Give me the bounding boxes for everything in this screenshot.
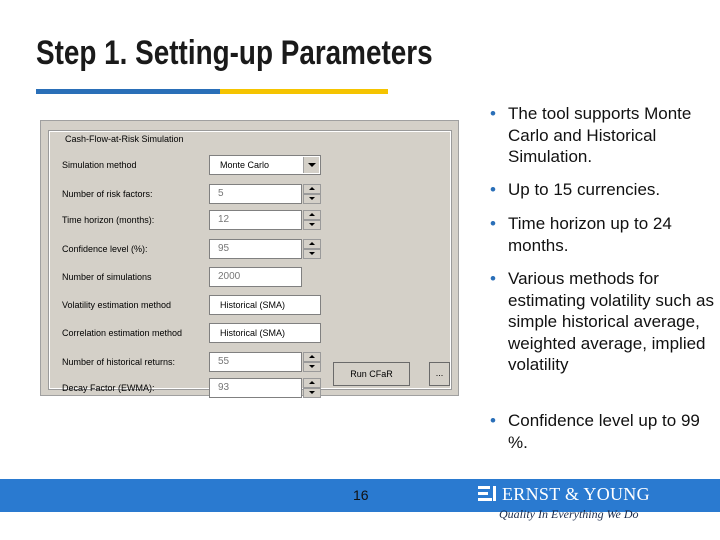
page-number: 16 [353,487,369,503]
time-horizon-input[interactable]: 12 [209,210,302,230]
group-title: Cash-Flow-at-Risk Simulation [62,134,187,144]
arrow-up-icon[interactable] [303,378,321,388]
bullet-item [490,213,715,256]
decay-factor-spinner[interactable] [303,378,321,398]
tagline: Quality In Everything We Do [499,507,639,521]
label-time-horizon: Time horizon (months): [62,215,155,225]
bullet-dot-icon: • [490,214,496,233]
bullet-item [490,410,715,453]
label-confidence-level: Confidence level (%): [62,244,148,254]
arrow-up-icon[interactable] [303,210,321,220]
title-underline-blue [36,89,220,94]
risk-factors-spinner[interactable] [303,184,321,204]
arrow-down-icon[interactable] [303,194,321,204]
bullet-text: The tool supports Monte Carlo and Historical Simulation. [508,104,692,166]
bullet-dot-icon: • [490,411,496,430]
confidence-level-spinner[interactable] [303,239,321,259]
simulations-input[interactable]: 2000 [209,267,302,287]
settings-group [49,131,451,393]
arrow-down-icon[interactable] [303,220,321,230]
arrow-down-icon[interactable] [303,362,321,372]
label-historical-returns: Number of historical returns: [62,357,176,367]
confidence-level-input[interactable]: 95 [209,239,302,259]
arrow-up-icon[interactable] [303,352,321,362]
bullet-item [490,179,715,201]
label-decay-factor: Decay Factor (EWMA): [62,383,155,393]
label-risk-factors: Number of risk factors: [62,189,153,199]
risk-factors-input[interactable]: 5 [209,184,302,204]
label-correlation-method: Correlation estimation method [62,328,183,338]
arrow-down-icon[interactable] [303,388,321,398]
bullet-dot-icon: • [490,104,496,123]
volatility-method-value: Historical (SMA) [220,300,286,310]
label-number-of-simulations: Number of simulations [62,272,152,282]
more-options-button[interactable]: ... [429,362,450,386]
slide-title: Step 1. Setting-up Parameters [36,34,433,72]
correlation-method-value: Historical (SMA) [220,328,286,338]
bullet-text: Confidence level up to 99 %. [508,411,700,452]
ey-logo-icon [477,485,499,503]
chevron-down-icon[interactable] [303,157,319,173]
bullet-text: Various methods for estimating volatility such as simple historical average, weighted average, implied volatility [508,269,714,374]
historical-returns-spinner[interactable] [303,352,321,372]
volatility-method-select[interactable] [209,295,321,315]
simulation-method-value: Monte Carlo [220,160,270,170]
arrow-down-icon[interactable] [303,249,321,259]
bullet-item [490,268,715,376]
run-cfar-button[interactable]: Run CFaR [333,362,410,386]
bullet-text: Up to 15 currencies. [508,180,661,199]
label-simulation-method: Simulation method [62,160,137,170]
logo-text: ERNST & YOUNG [502,484,650,504]
bullet-dot-icon: • [490,180,496,199]
simulation-method-select[interactable] [209,155,321,175]
decay-factor-input[interactable]: 93 [209,378,302,398]
arrow-up-icon[interactable] [303,239,321,249]
title-underline-yellow [220,89,388,94]
label-volatility-method: Volatility estimation method [62,300,172,310]
arrow-up-icon[interactable] [303,184,321,194]
historical-returns-input[interactable]: 55 [209,352,302,372]
bullet-item [490,103,715,168]
bullet-dot-icon: • [490,269,496,288]
time-horizon-spinner[interactable] [303,210,321,230]
bullet-text: Time horizon up to 24 months. [508,214,672,255]
correlation-method-select[interactable] [209,323,321,343]
settings-dialog [40,120,459,396]
